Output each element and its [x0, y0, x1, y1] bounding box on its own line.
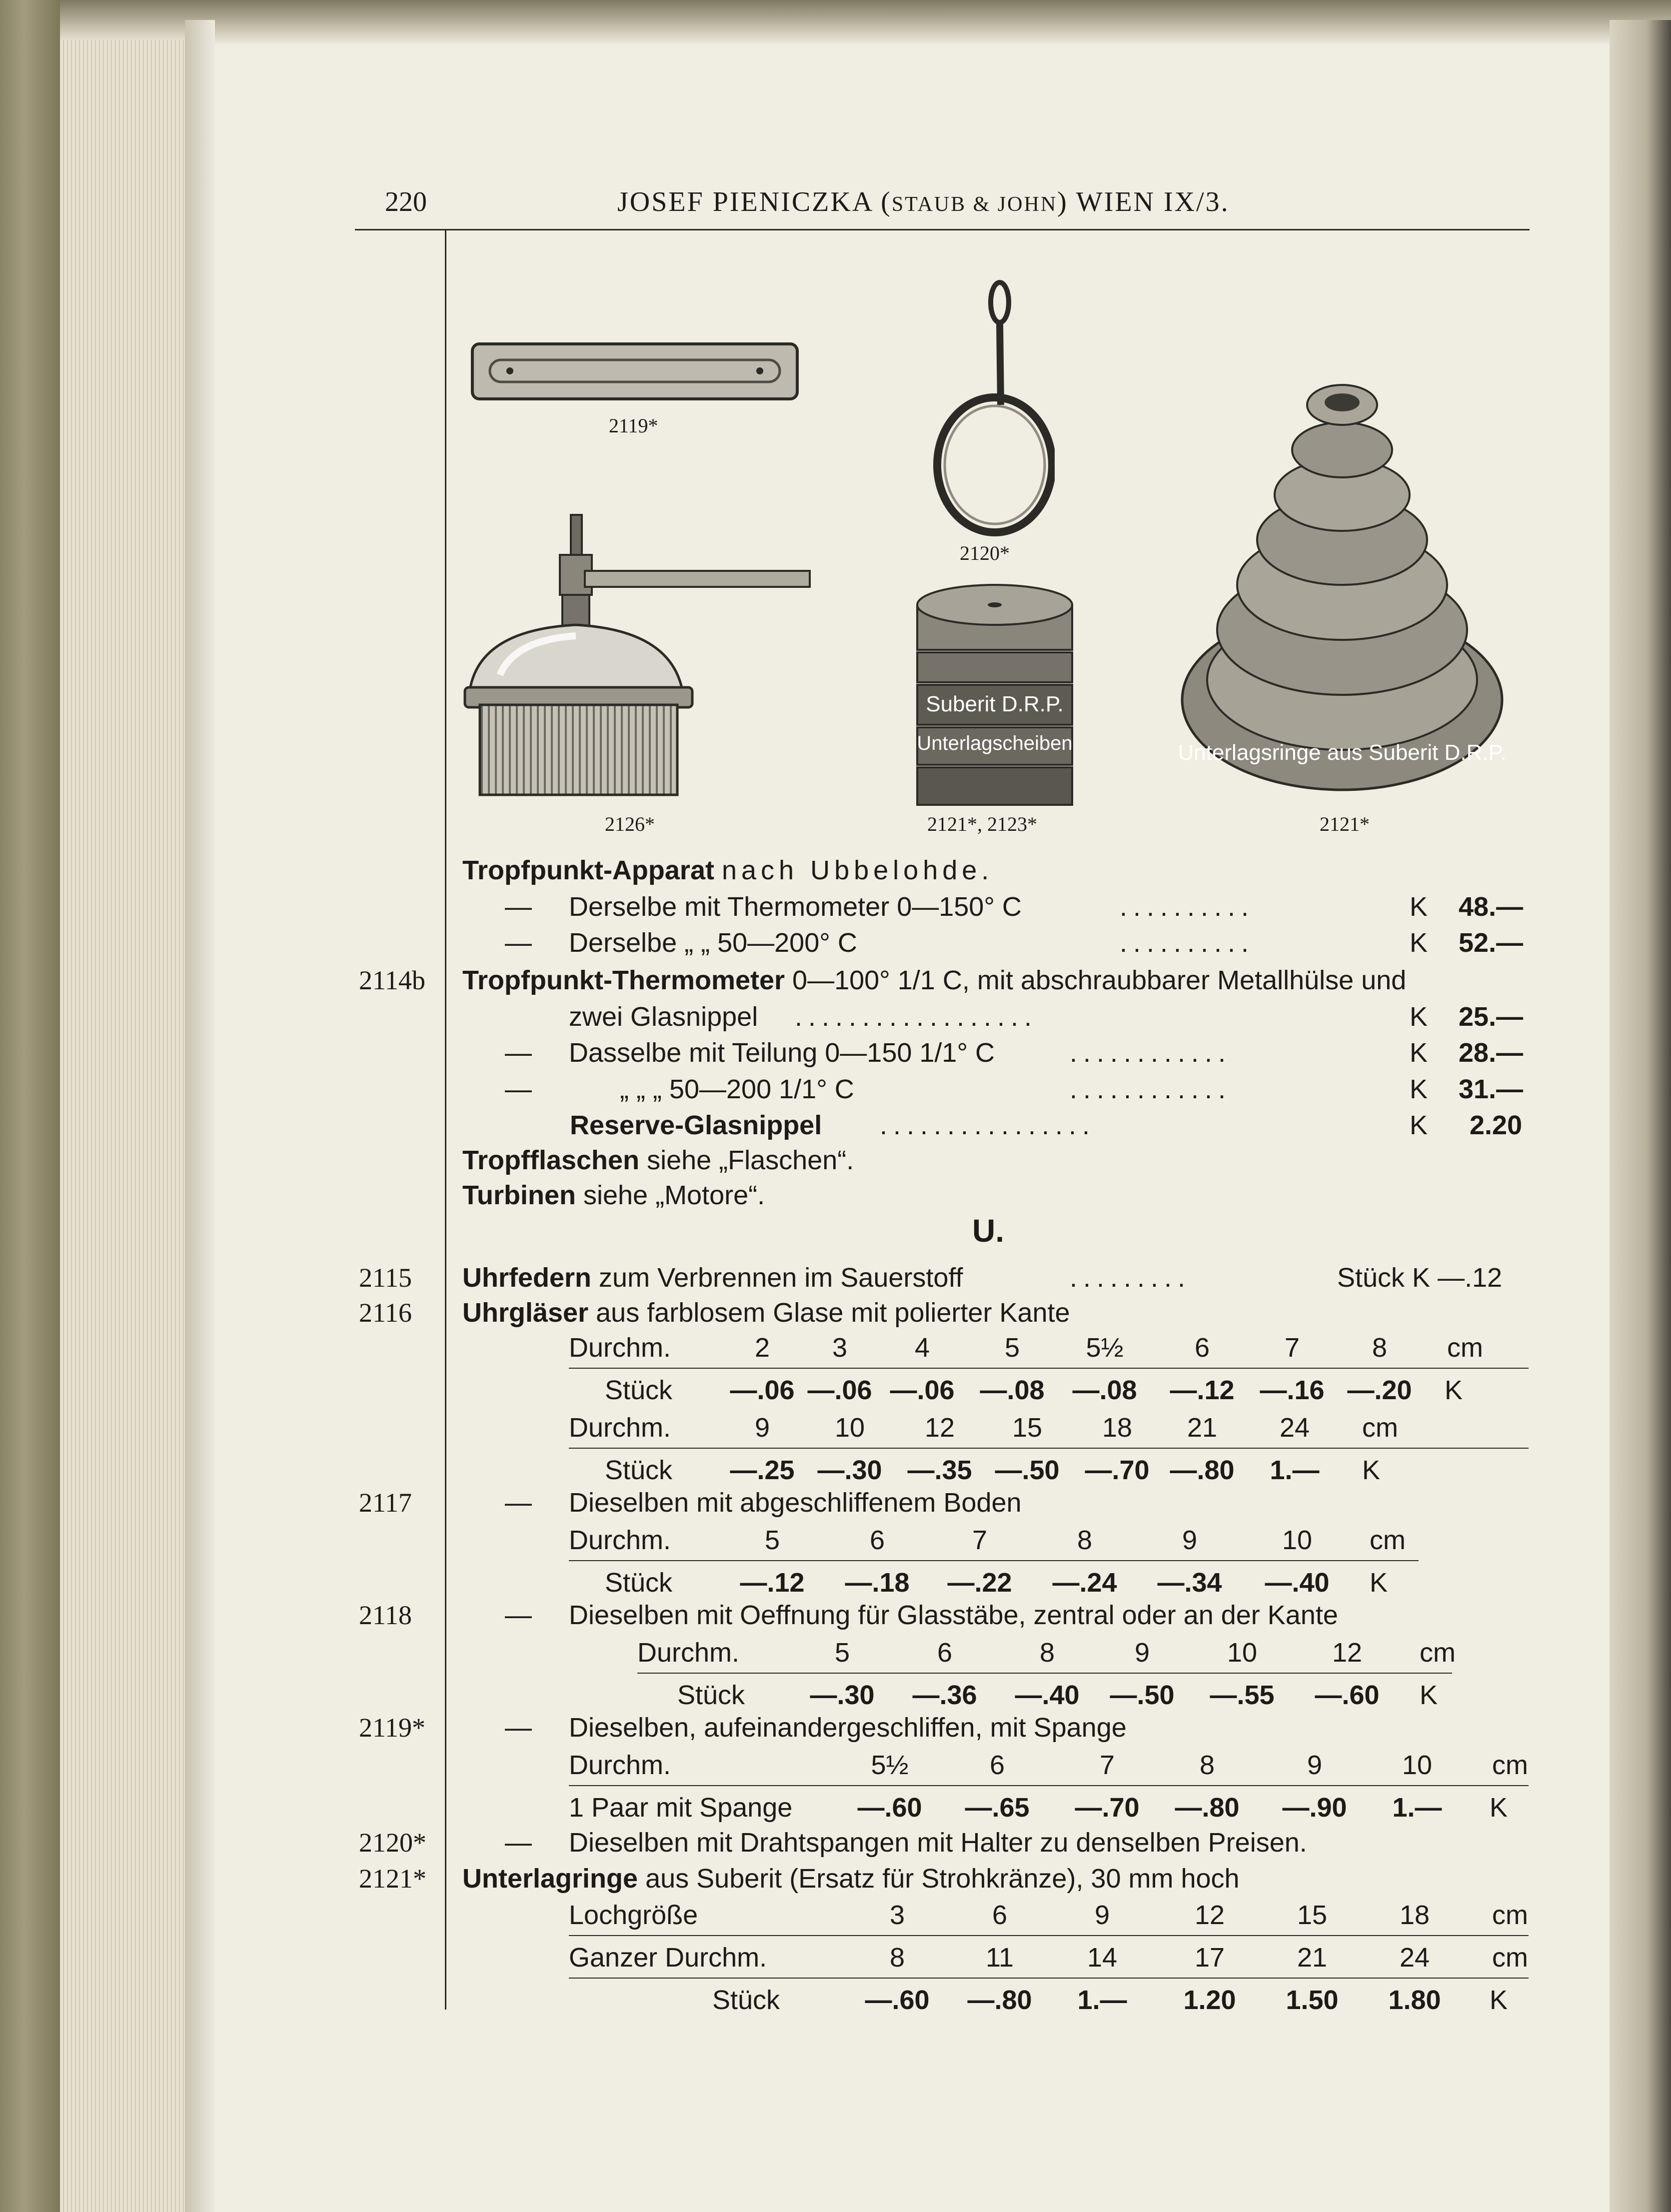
table-size-cell: 12 — [924, 1413, 955, 1443]
table-row-label: Ganzer Durchm. — [569, 1943, 767, 1973]
table-unit-label: cm — [1370, 1525, 1406, 1555]
table-size-cell: 17 — [1194, 1943, 1225, 1973]
table-price-cell: —.18 — [845, 1568, 910, 1598]
table-size-cell: 6 — [869, 1525, 885, 1555]
entry-text: zum Verbrennen im Sauerstoff — [599, 1263, 963, 1293]
table-rule — [569, 1448, 1529, 1449]
table-size-cell: 5½ — [1086, 1333, 1124, 1363]
table-size-cell: 6 — [989, 1750, 1005, 1780]
table-size-cell: 9 — [754, 1413, 770, 1443]
table-rule — [569, 1368, 1529, 1369]
entry-title: Tropfpunkt-Thermometer — [462, 965, 785, 995]
table-size-cell: 9 — [1094, 1900, 1110, 1930]
gutter-shadow — [185, 20, 215, 2212]
entry-tropfflaschen — [462, 1145, 854, 1176]
entry-text: Dieselben mit Oeffnung für Glasstäbe, zentral oder an der Kante — [569, 1600, 1338, 1630]
column-rule — [445, 230, 446, 2010]
currency-label: K — [1410, 1110, 1428, 1140]
table-rule — [569, 1935, 1529, 1936]
table-rule — [569, 1978, 1529, 1979]
running-head-part: JOSEF PIENICZKA ( — [617, 186, 892, 217]
table-price-cell: —.30 — [810, 1680, 875, 1710]
leader-dots: ............ — [1070, 1038, 1232, 1068]
table-size-cell: 15 — [1297, 1900, 1328, 1930]
entry-text: Dieselben mit abgeschliffenem Boden — [569, 1488, 1022, 1518]
table-price-cell: —.12 — [1170, 1375, 1235, 1405]
table-row-label: Durchm. — [569, 1525, 671, 1555]
table-price-cell: —.06 — [730, 1375, 795, 1405]
entry-text: Dieselben mit Drahtspangen mit Halter zu denselben Preisen. — [569, 1828, 1307, 1858]
entry-unterlagringe — [462, 1863, 1240, 1894]
table-price-cell: —.08 — [1072, 1375, 1137, 1405]
table-price-cell: 1.— — [1392, 1793, 1442, 1823]
entry-turbinen — [462, 1180, 765, 1211]
currency-label: K — [1410, 1002, 1428, 1032]
table-row-label: Durchm. — [569, 1333, 671, 1363]
table-unit-label: K — [1490, 1793, 1508, 1823]
running-head-part: ) WIEN IX/3. — [1057, 186, 1230, 217]
table-unit-label: cm — [1362, 1413, 1398, 1443]
table-unit-label: cm — [1492, 1943, 1528, 1973]
table-price-cell: 1.— — [1270, 1455, 1320, 1485]
entry-text: zwei Glasnippel — [569, 1002, 758, 1032]
table-price-cell: 1.80 — [1388, 1985, 1441, 2015]
table-unit-label: K — [1420, 1680, 1438, 1710]
table-price-cell: 1.— — [1077, 1985, 1127, 2015]
table-size-cell: 9 — [1134, 1638, 1150, 1668]
entry-text: Derselbe „ „ 50—200° C — [569, 928, 857, 958]
page-number: 220 — [385, 186, 427, 217]
dash-mark: — — [505, 1074, 532, 1104]
table-rule — [569, 1560, 1419, 1561]
table-size-cell: 6 — [937, 1638, 953, 1668]
leader-dots: .................. — [795, 1002, 1038, 1032]
table-price-cell: —.36 — [912, 1680, 977, 1710]
table-price-cell: 1.20 — [1183, 1985, 1236, 2015]
table-price-cell: —.70 — [1075, 1793, 1140, 1823]
table-size-cell: 10 — [1282, 1525, 1313, 1555]
table-row-label: Durchm. — [637, 1638, 740, 1668]
entry-text: Dasselbe mit Teilung 0—150 1/1° C — [569, 1038, 995, 1068]
table-size-cell: 11 — [985, 1943, 1014, 1973]
entry-tropfpunkt-thermometer — [462, 965, 1406, 996]
table-size-cell: 2 — [754, 1333, 770, 1363]
table-price-label: Stück — [712, 1985, 780, 2015]
table-unit-label: cm — [1492, 1900, 1528, 1930]
leader-dots: ................ — [880, 1110, 1096, 1140]
table-size-cell: 3 — [889, 1900, 905, 1930]
book-top-edge — [0, 0, 1671, 45]
page-stack-edges — [60, 40, 185, 2212]
table-size-cell: 8 — [1199, 1750, 1215, 1780]
table-price-cell: —.08 — [980, 1375, 1045, 1405]
table-price-label: Stück — [605, 1568, 673, 1598]
leader-dots: .......... — [1120, 892, 1255, 922]
table-price-cell: —.40 — [1265, 1568, 1330, 1598]
table-price-cell: —.06 — [890, 1375, 955, 1405]
table-price-cell: —.16 — [1260, 1375, 1325, 1405]
price-value: 28.— — [1459, 1038, 1524, 1068]
table-price-label: 1 Paar mit Spange — [569, 1793, 793, 1823]
table-size-cell: 15 — [1012, 1413, 1043, 1443]
figure-caption-2121-2123: 2121*, 2123* — [927, 813, 1037, 835]
table-size-cell: 6 — [1194, 1333, 1210, 1363]
table-price-cell: —.40 — [1015, 1680, 1080, 1710]
table-price-cell: —.22 — [947, 1568, 1012, 1598]
running-head-smallcaps: STAUB & JOHN — [891, 193, 1058, 216]
article-number: 2119* — [359, 1713, 425, 1743]
table-price-label: Stück — [677, 1680, 745, 1710]
dash-mark: — — [505, 1713, 532, 1743]
table-size-cell: 14 — [1087, 1943, 1118, 1973]
currency-label: K — [1410, 1074, 1428, 1104]
price-value: 31.— — [1459, 1074, 1524, 1104]
book-spine-edge — [0, 0, 60, 2212]
entry-text: siehe „Motore“. — [583, 1180, 765, 1210]
entry-text: aus farblosem Glase mit polierter Kante — [596, 1298, 1070, 1328]
table-unit-label: cm — [1492, 1750, 1528, 1780]
table-price-cell: —.50 — [995, 1455, 1060, 1485]
table-size-cell: 10 — [1227, 1638, 1258, 1668]
table-row-label: Durchm. — [569, 1413, 671, 1443]
table-size-cell: 21 — [1187, 1413, 1218, 1443]
price-value: 25.— — [1459, 1002, 1524, 1032]
dash-mark: — — [505, 1828, 532, 1858]
table-price-cell: —.70 — [1085, 1455, 1150, 1485]
table-price-cell: —.90 — [1282, 1793, 1347, 1823]
table-price-cell: —.24 — [1052, 1568, 1117, 1598]
tropfpunkt-apparat-illustration — [460, 510, 820, 810]
table-unit-label: K — [1370, 1568, 1388, 1598]
table-size-cell: 8 — [1039, 1638, 1055, 1668]
table-price-label: Stück — [605, 1455, 673, 1485]
entry-text: aus Suberit (Ersatz für Strohkränze), 30 mm hoch — [645, 1864, 1240, 1894]
table-price-cell: —.30 — [817, 1455, 882, 1485]
table-unit-label: K — [1362, 1455, 1381, 1485]
dash-mark: — — [505, 928, 532, 958]
table-size-cell: 8 — [1077, 1525, 1093, 1555]
dash-mark: — — [505, 1038, 532, 1068]
article-number: 2121* — [359, 1864, 426, 1894]
table-row-label: Durchm. — [569, 1750, 671, 1780]
unterlagscheiben-stack-illustration — [907, 580, 1082, 810]
entry-subtitle: nach Ubbelohde. — [721, 855, 994, 885]
table-price-cell: —.50 — [1110, 1680, 1175, 1710]
stack-label-2: Unterlagscheiben — [917, 732, 1073, 754]
figure-caption-2120: 2120* — [960, 542, 1010, 564]
article-number: 2115 — [359, 1263, 412, 1293]
table-unit-label: K — [1490, 1985, 1508, 2015]
price-value: Stück K —.12 — [1337, 1263, 1503, 1293]
table-size-cell: 4 — [914, 1333, 930, 1363]
table-size-cell: 5½ — [871, 1750, 909, 1780]
table-size-cell: 12 — [1332, 1638, 1363, 1668]
table-price-cell: —.06 — [807, 1375, 872, 1405]
table-size-cell: 24 — [1279, 1413, 1310, 1443]
table-unit-label: cm — [1420, 1638, 1456, 1668]
table-price-cell: —.60 — [857, 1793, 922, 1823]
figure-caption-2119: 2119* — [609, 414, 658, 437]
leader-dots: ............ — [1070, 1074, 1232, 1104]
table-price-cell: —.60 — [1315, 1680, 1380, 1710]
table-size-cell: 5 — [834, 1638, 850, 1668]
table-price-cell: —.65 — [965, 1793, 1030, 1823]
section-heading-u: U. — [972, 1213, 1004, 1249]
table-row-label: Lochgröße — [569, 1900, 698, 1930]
currency-label: K — [1410, 892, 1428, 922]
article-number: 2114b — [359, 965, 425, 995]
table-size-cell: 21 — [1297, 1943, 1328, 1973]
leader-dots: .......... — [1120, 928, 1255, 958]
figure-caption-2121: 2121* — [1320, 813, 1370, 835]
entry-tropfpunkt-apparat — [462, 855, 993, 886]
table-size-cell: 7 — [972, 1525, 988, 1555]
table-price-label: Stück — [605, 1375, 673, 1405]
table-unit-label: cm — [1447, 1333, 1483, 1363]
entry-text: 0—100° 1/1 C, mit abschraubbarer Metallhülse und — [792, 965, 1407, 995]
table-size-cell: 7 — [1099, 1750, 1115, 1780]
table-size-cell: 9 — [1182, 1525, 1198, 1555]
table-price-cell: —.34 — [1157, 1568, 1222, 1598]
table-size-cell: 8 — [889, 1943, 905, 1973]
table-size-cell: 8 — [1372, 1333, 1388, 1363]
table-price-cell: —.20 — [1347, 1375, 1412, 1405]
entry-text: siehe „Flaschen“. — [647, 1145, 854, 1175]
table-size-cell: 3 — [832, 1333, 848, 1363]
table-price-cell: —.25 — [730, 1455, 795, 1485]
running-head — [617, 186, 1230, 218]
table-unit-label: K — [1445, 1375, 1463, 1405]
article-number: 2116 — [359, 1298, 412, 1328]
price-value: 52.— — [1459, 928, 1524, 958]
entry-text: Derselbe mit Thermometer 0—150° C — [569, 892, 1022, 922]
table-size-cell: 5 — [764, 1525, 780, 1555]
table-price-cell: —.80 — [1170, 1455, 1235, 1485]
table-size-cell: 10 — [834, 1413, 865, 1443]
unterlagsringe-illustration — [1175, 350, 1510, 810]
table-size-cell: 12 — [1194, 1900, 1225, 1930]
table-price-cell: —.80 — [1175, 1793, 1240, 1823]
table-price-cell: —.55 — [1210, 1680, 1275, 1710]
table-rule — [569, 1785, 1529, 1786]
currency-label: K — [1410, 1038, 1428, 1068]
halter-illustration — [925, 280, 1055, 540]
table-rule — [637, 1673, 1452, 1674]
table-size-cell: 24 — [1399, 1943, 1430, 1973]
entry-title: Tropfpunkt-Apparat — [462, 855, 714, 885]
table-size-cell: 7 — [1284, 1333, 1300, 1363]
entry-title: Uhrfedern — [462, 1263, 592, 1293]
table-size-cell: 5 — [1004, 1333, 1020, 1363]
price-value: 48.— — [1459, 892, 1524, 922]
entry-title: Turbinen — [462, 1180, 576, 1210]
article-number: 2118 — [359, 1600, 412, 1630]
article-number: 2120* — [359, 1828, 426, 1858]
dash-mark: — — [505, 1600, 532, 1630]
table-size-cell: 10 — [1402, 1750, 1433, 1780]
price-value: 2.20 — [1470, 1110, 1523, 1140]
table-price-cell: —.35 — [907, 1455, 972, 1485]
ring-label: Unterlagsringe aus Suberit D.R.P. — [1178, 740, 1507, 765]
leader-dots: ......... — [1070, 1263, 1192, 1293]
entry-title: Tropfflaschen — [462, 1145, 640, 1175]
table-price-cell: —.12 — [740, 1568, 805, 1598]
book-right-edge — [1610, 20, 1671, 2212]
entry-uhrfedern — [462, 1262, 963, 1293]
entry-uhrglaeser — [462, 1297, 1070, 1328]
currency-label: K — [1410, 928, 1428, 958]
entry-text: Dieselben, aufeinandergeschliffen, mit Spange — [569, 1713, 1127, 1743]
spange-illustration — [470, 340, 800, 405]
entry-title: Unterlagringe — [462, 1864, 638, 1894]
table-size-cell: 9 — [1307, 1750, 1323, 1780]
entry-text: „ „ „ 50—200 1/1° C — [620, 1074, 854, 1104]
table-size-cell: 6 — [992, 1900, 1008, 1930]
table-size-cell: 18 — [1399, 1900, 1430, 1930]
table-size-cell: 18 — [1102, 1413, 1133, 1443]
dash-mark: — — [505, 892, 532, 922]
table-price-cell: 1.50 — [1286, 1985, 1339, 2015]
table-price-cell: —.80 — [967, 1985, 1032, 2015]
dash-mark: — — [505, 1488, 532, 1518]
article-number: 2117 — [359, 1488, 412, 1518]
stack-label-1: Suberit D.R.P. — [926, 692, 1064, 716]
entry-title: Uhrgläser — [462, 1298, 589, 1328]
entry-reserve-glasnippel: Reserve-Glasnippel — [570, 1110, 822, 1140]
figure-caption-2126: 2126* — [605, 813, 655, 835]
header-rule — [355, 229, 1530, 230]
table-price-cell: —.60 — [865, 1985, 930, 2015]
